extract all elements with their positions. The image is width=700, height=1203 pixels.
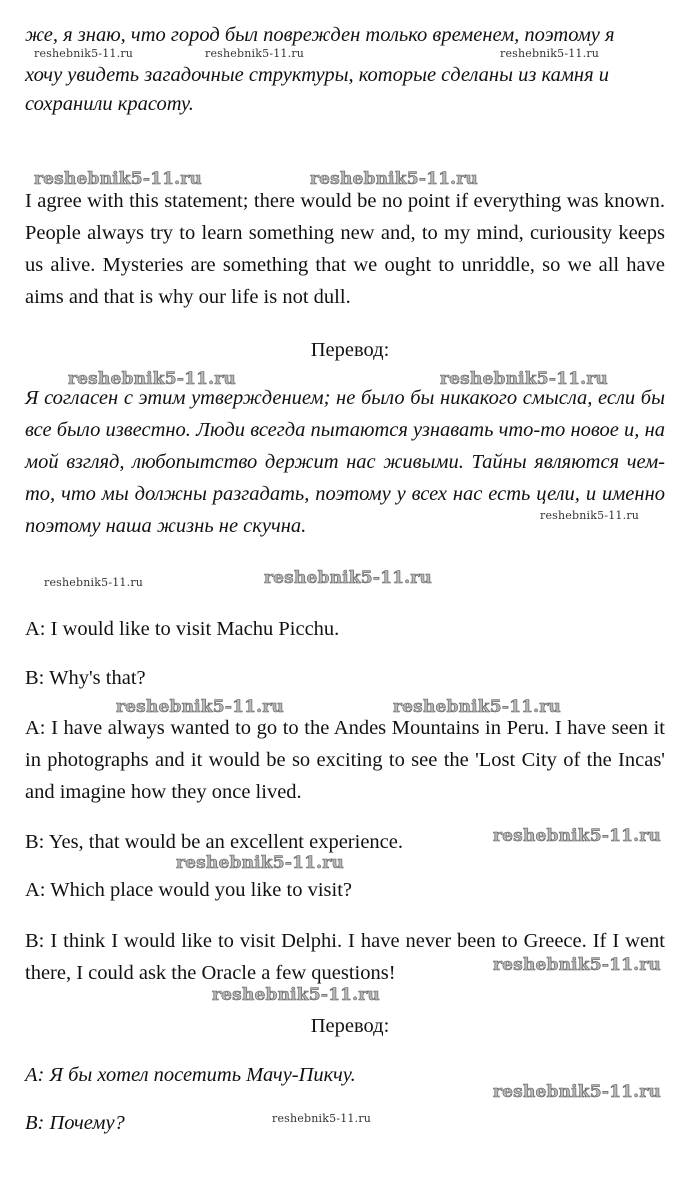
watermark: reshebnik5-11.ru — [68, 369, 236, 389]
watermark: reshebnik5-11.ru — [116, 697, 284, 717]
watermark: reshebnik5-11.ru — [264, 568, 432, 588]
ru-line-2: хочу увидеть загадочные структуры, которые сделаны из камня и — [25, 64, 609, 86]
dialogue-a3: A: Which place would you like to visit? — [25, 879, 352, 901]
translation-label-1: Перевод: — [310, 339, 390, 361]
watermark: reshebnik5-11.ru — [540, 509, 640, 522]
watermark: reshebnik5-11.ru — [493, 1082, 661, 1102]
watermark: reshebnik5-11.ru — [500, 47, 600, 60]
watermark: reshebnik5-11.ru — [310, 169, 478, 189]
watermark: reshebnik5-11.ru — [34, 47, 134, 60]
dialogue-ru-a1: A: Я бы хотел посетить Мачу-Пикчу. — [25, 1064, 356, 1086]
english-paragraph: I agree with this statement; there would be no point if everything was known. People always try to learn something new and, to my mind, curiousity keeps us alive. Mysteries are something that we ought to unriddle, so we all have aims and that is why our life is not dull. — [25, 190, 665, 308]
watermark: reshebnik5-11.ru — [493, 826, 661, 846]
watermark: reshebnik5-11.ru — [272, 1112, 372, 1125]
watermark: reshebnik5-11.ru — [493, 955, 661, 975]
ru-line-1: же, я знаю, что город был поврежден только временем, поэтому я — [25, 24, 615, 46]
translation-label-2: Перевод: — [310, 1015, 390, 1037]
ru-line-3: сохранили красоту. — [25, 93, 194, 115]
watermark: reshebnik5-11.ru — [393, 697, 561, 717]
dialogue-a1: A: I would like to visit Machu Picchu. — [25, 618, 340, 640]
dialogue-b3: B: I think I would like to visit Delphi. I have never been to Greece. If I went there, I could ask the Oracle a few questions! — [25, 930, 665, 984]
watermark: reshebnik5-11.ru — [440, 369, 608, 389]
watermark: reshebnik5-11.ru — [34, 169, 202, 189]
dialogue-b1: B: Why's that? — [25, 667, 146, 689]
watermark: reshebnik5-11.ru — [212, 985, 380, 1005]
russian-paragraph: Я согласен с этим утверждением; не было бы никакого смысла, если бы все было известно. Люди всегда пытаются узнавать что-то новое и, на мой взгляд, любопытство держит нас живыми. Тайны являются чем-то, что мы должны разгадать, поэтому у всех нас есть цели, и именно поэтому наша жизнь не скучна. — [25, 387, 665, 537]
watermark: reshebnik5-11.ru — [176, 853, 344, 873]
watermark: reshebnik5-11.ru — [205, 47, 305, 60]
watermark: reshebnik5-11.ru — [44, 576, 144, 589]
dialogue-b2: B: Yes, that would be an excellent experience. — [25, 831, 403, 853]
dialogue-a2: A: I have always wanted to go to the Andes Mountains in Peru. I have seen it in photographs and it would be so exciting to see the 'Lost City of the Incas' and imagine how they once lived. — [25, 717, 665, 803]
dialogue-ru-b1: B: Почему? — [25, 1112, 125, 1134]
